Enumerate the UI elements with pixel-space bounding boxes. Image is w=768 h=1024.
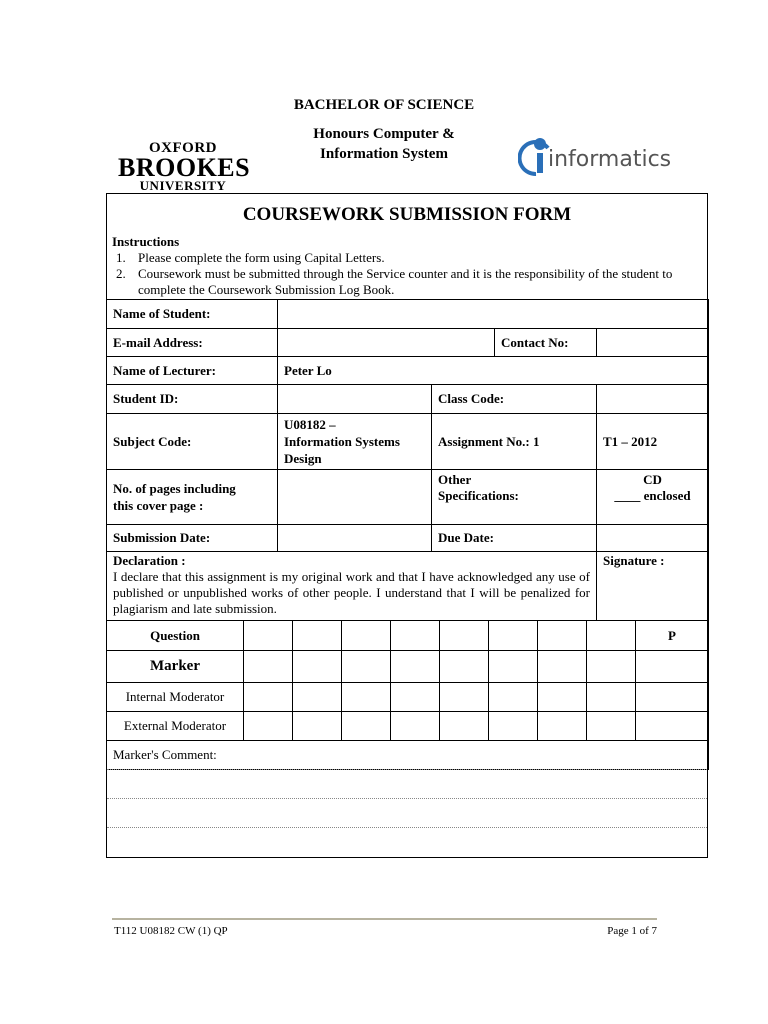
form-title: COURSEWORK SUBMISSION FORM	[242, 204, 572, 225]
mark-cell[interactable]	[342, 621, 391, 651]
contact-field[interactable]	[597, 329, 709, 357]
table-row	[107, 300, 709, 329]
mark-cell[interactable]	[342, 712, 391, 741]
due-date-field[interactable]	[597, 525, 709, 552]
other-spec-line: Other	[438, 472, 472, 487]
email-label: E-mail Address:	[107, 329, 278, 357]
mark-cell[interactable]	[489, 712, 538, 741]
table-row	[107, 651, 709, 683]
comment-line[interactable]	[107, 827, 707, 828]
mark-cell[interactable]	[636, 651, 709, 683]
pages-label	[107, 470, 278, 525]
table-row	[107, 414, 709, 470]
marker-label: Marker	[107, 651, 244, 683]
logo-line-oxford: OXFORD	[149, 140, 217, 156]
logo-line-brookes: BROOKES	[118, 153, 251, 182]
program-line-2: Information System	[320, 146, 448, 162]
mark-cell[interactable]	[391, 712, 440, 741]
email-field[interactable]	[278, 329, 495, 357]
contact-label: Contact No:	[495, 329, 597, 357]
mark-cell[interactable]	[391, 621, 440, 651]
mark-cell[interactable]	[342, 683, 391, 712]
term-value: T1 – 2012	[597, 414, 709, 470]
subject-code-value	[278, 414, 432, 470]
mark-cell[interactable]	[489, 683, 538, 712]
mark-cell[interactable]	[440, 683, 489, 712]
mark-cell[interactable]	[244, 683, 293, 712]
other-specifications-label	[432, 470, 597, 525]
comment-line[interactable]	[107, 769, 707, 770]
subject-code-line: Information Systems	[284, 434, 400, 449]
declaration-text: I declare that this assignment is my original work and that I have acknowledged any use of published or unpublished works of other people. I understand that I will be penalized for plagiarism and late submission.	[113, 569, 590, 616]
instructions	[112, 234, 702, 298]
mark-cell[interactable]	[293, 651, 342, 683]
mark-cell[interactable]	[636, 712, 709, 741]
table-row	[107, 329, 709, 357]
table-row	[107, 621, 709, 651]
mark-cell[interactable]	[391, 683, 440, 712]
logo-line-university: UNIVERSITY	[139, 178, 227, 193]
mark-cell[interactable]	[342, 651, 391, 683]
mark-cell[interactable]	[489, 651, 538, 683]
mark-cell[interactable]	[293, 621, 342, 651]
declaration-heading: Declaration :	[113, 553, 186, 568]
mark-cell[interactable]	[489, 621, 538, 651]
lecturer-value: Peter Lo	[278, 357, 709, 385]
student-name-label: Name of Student:	[107, 300, 278, 329]
signature-label: Signature :	[603, 553, 665, 568]
table-row	[107, 552, 709, 621]
oxford-brookes-logo	[118, 140, 251, 193]
table-row	[107, 712, 709, 741]
class-code-field[interactable]	[597, 385, 709, 414]
program-title	[284, 124, 484, 164]
mark-cell[interactable]	[587, 621, 636, 651]
cd-line: CD	[643, 472, 662, 487]
mark-cell[interactable]	[293, 712, 342, 741]
submission-date-label: Submission Date:	[107, 525, 278, 552]
question-label: Question	[107, 621, 244, 651]
pages-field[interactable]	[278, 470, 432, 525]
internal-moderator-label: Internal Moderator	[107, 683, 244, 712]
mark-cell[interactable]	[440, 621, 489, 651]
pages-label-line: this cover page :	[113, 498, 204, 513]
signature-field[interactable]	[597, 552, 709, 621]
cd-line: ____ enclosed	[614, 488, 691, 503]
lecturer-label: Name of Lecturer:	[107, 357, 278, 385]
mark-cell[interactable]	[587, 712, 636, 741]
subject-code-line: Design	[284, 451, 322, 466]
mark-cell[interactable]	[538, 712, 587, 741]
informatics-logo-text: informatics	[548, 147, 672, 172]
assignment-number: Assignment No.: 1	[432, 414, 597, 470]
other-spec-line: Specifications:	[438, 488, 519, 503]
footer-divider	[112, 918, 657, 920]
submission-date-field[interactable]	[278, 525, 432, 552]
mark-cell[interactable]	[440, 651, 489, 683]
degree-title: BACHELOR OF SCIENCE	[293, 97, 475, 113]
mark-cell[interactable]	[391, 651, 440, 683]
table-row	[107, 385, 709, 414]
comment-line[interactable]	[107, 798, 707, 799]
instructions-heading: Instructions	[112, 234, 180, 249]
subject-code-label: Subject Code:	[107, 414, 278, 470]
mark-cell[interactable]	[244, 651, 293, 683]
student-id-field[interactable]	[278, 385, 432, 414]
instruction-item: 1. Please complete the form using Capital Letters.	[129, 250, 702, 266]
footer-document-code: T112 U08182 CW (1) QP	[114, 925, 228, 937]
table-row	[107, 683, 709, 712]
external-moderator-label: External Moderator	[107, 712, 244, 741]
student-id-label: Student ID:	[107, 385, 278, 414]
cd-enclosed[interactable]	[597, 470, 709, 525]
instructions-list	[112, 250, 702, 298]
mark-cell[interactable]	[636, 683, 709, 712]
table-row	[107, 357, 709, 385]
table-row	[107, 525, 709, 552]
table-row	[107, 741, 709, 770]
subject-code-line: U08182 –	[284, 417, 336, 432]
mark-cell[interactable]	[293, 683, 342, 712]
mark-cell[interactable]	[244, 621, 293, 651]
program-line-1: Honours Computer &	[313, 126, 455, 142]
mark-cell[interactable]	[244, 712, 293, 741]
pages-label-line: No. of pages including	[113, 481, 236, 496]
declaration	[107, 552, 597, 621]
mark-cell[interactable]	[587, 651, 636, 683]
class-code-label: Class Code:	[432, 385, 597, 414]
informatics-logo	[518, 134, 703, 179]
instruction-item: 2. Coursework must be submitted through the Service counter and it is the responsibility of the student to complete the Coursework Submission Log Book.	[129, 266, 702, 298]
p-label: P	[636, 621, 709, 651]
marks-table	[106, 620, 709, 770]
mark-cell[interactable]	[538, 621, 587, 651]
details-table	[106, 299, 709, 621]
markers-comment-label: Marker's Comment:	[107, 741, 709, 770]
student-name-field[interactable]	[278, 300, 709, 329]
mark-cell[interactable]	[538, 683, 587, 712]
due-date-label: Due Date:	[432, 525, 597, 552]
mark-cell[interactable]	[440, 712, 489, 741]
mark-cell[interactable]	[587, 683, 636, 712]
mark-cell[interactable]	[538, 651, 587, 683]
table-row	[107, 470, 709, 525]
footer-page-number: Page 1 of 7	[607, 925, 657, 937]
